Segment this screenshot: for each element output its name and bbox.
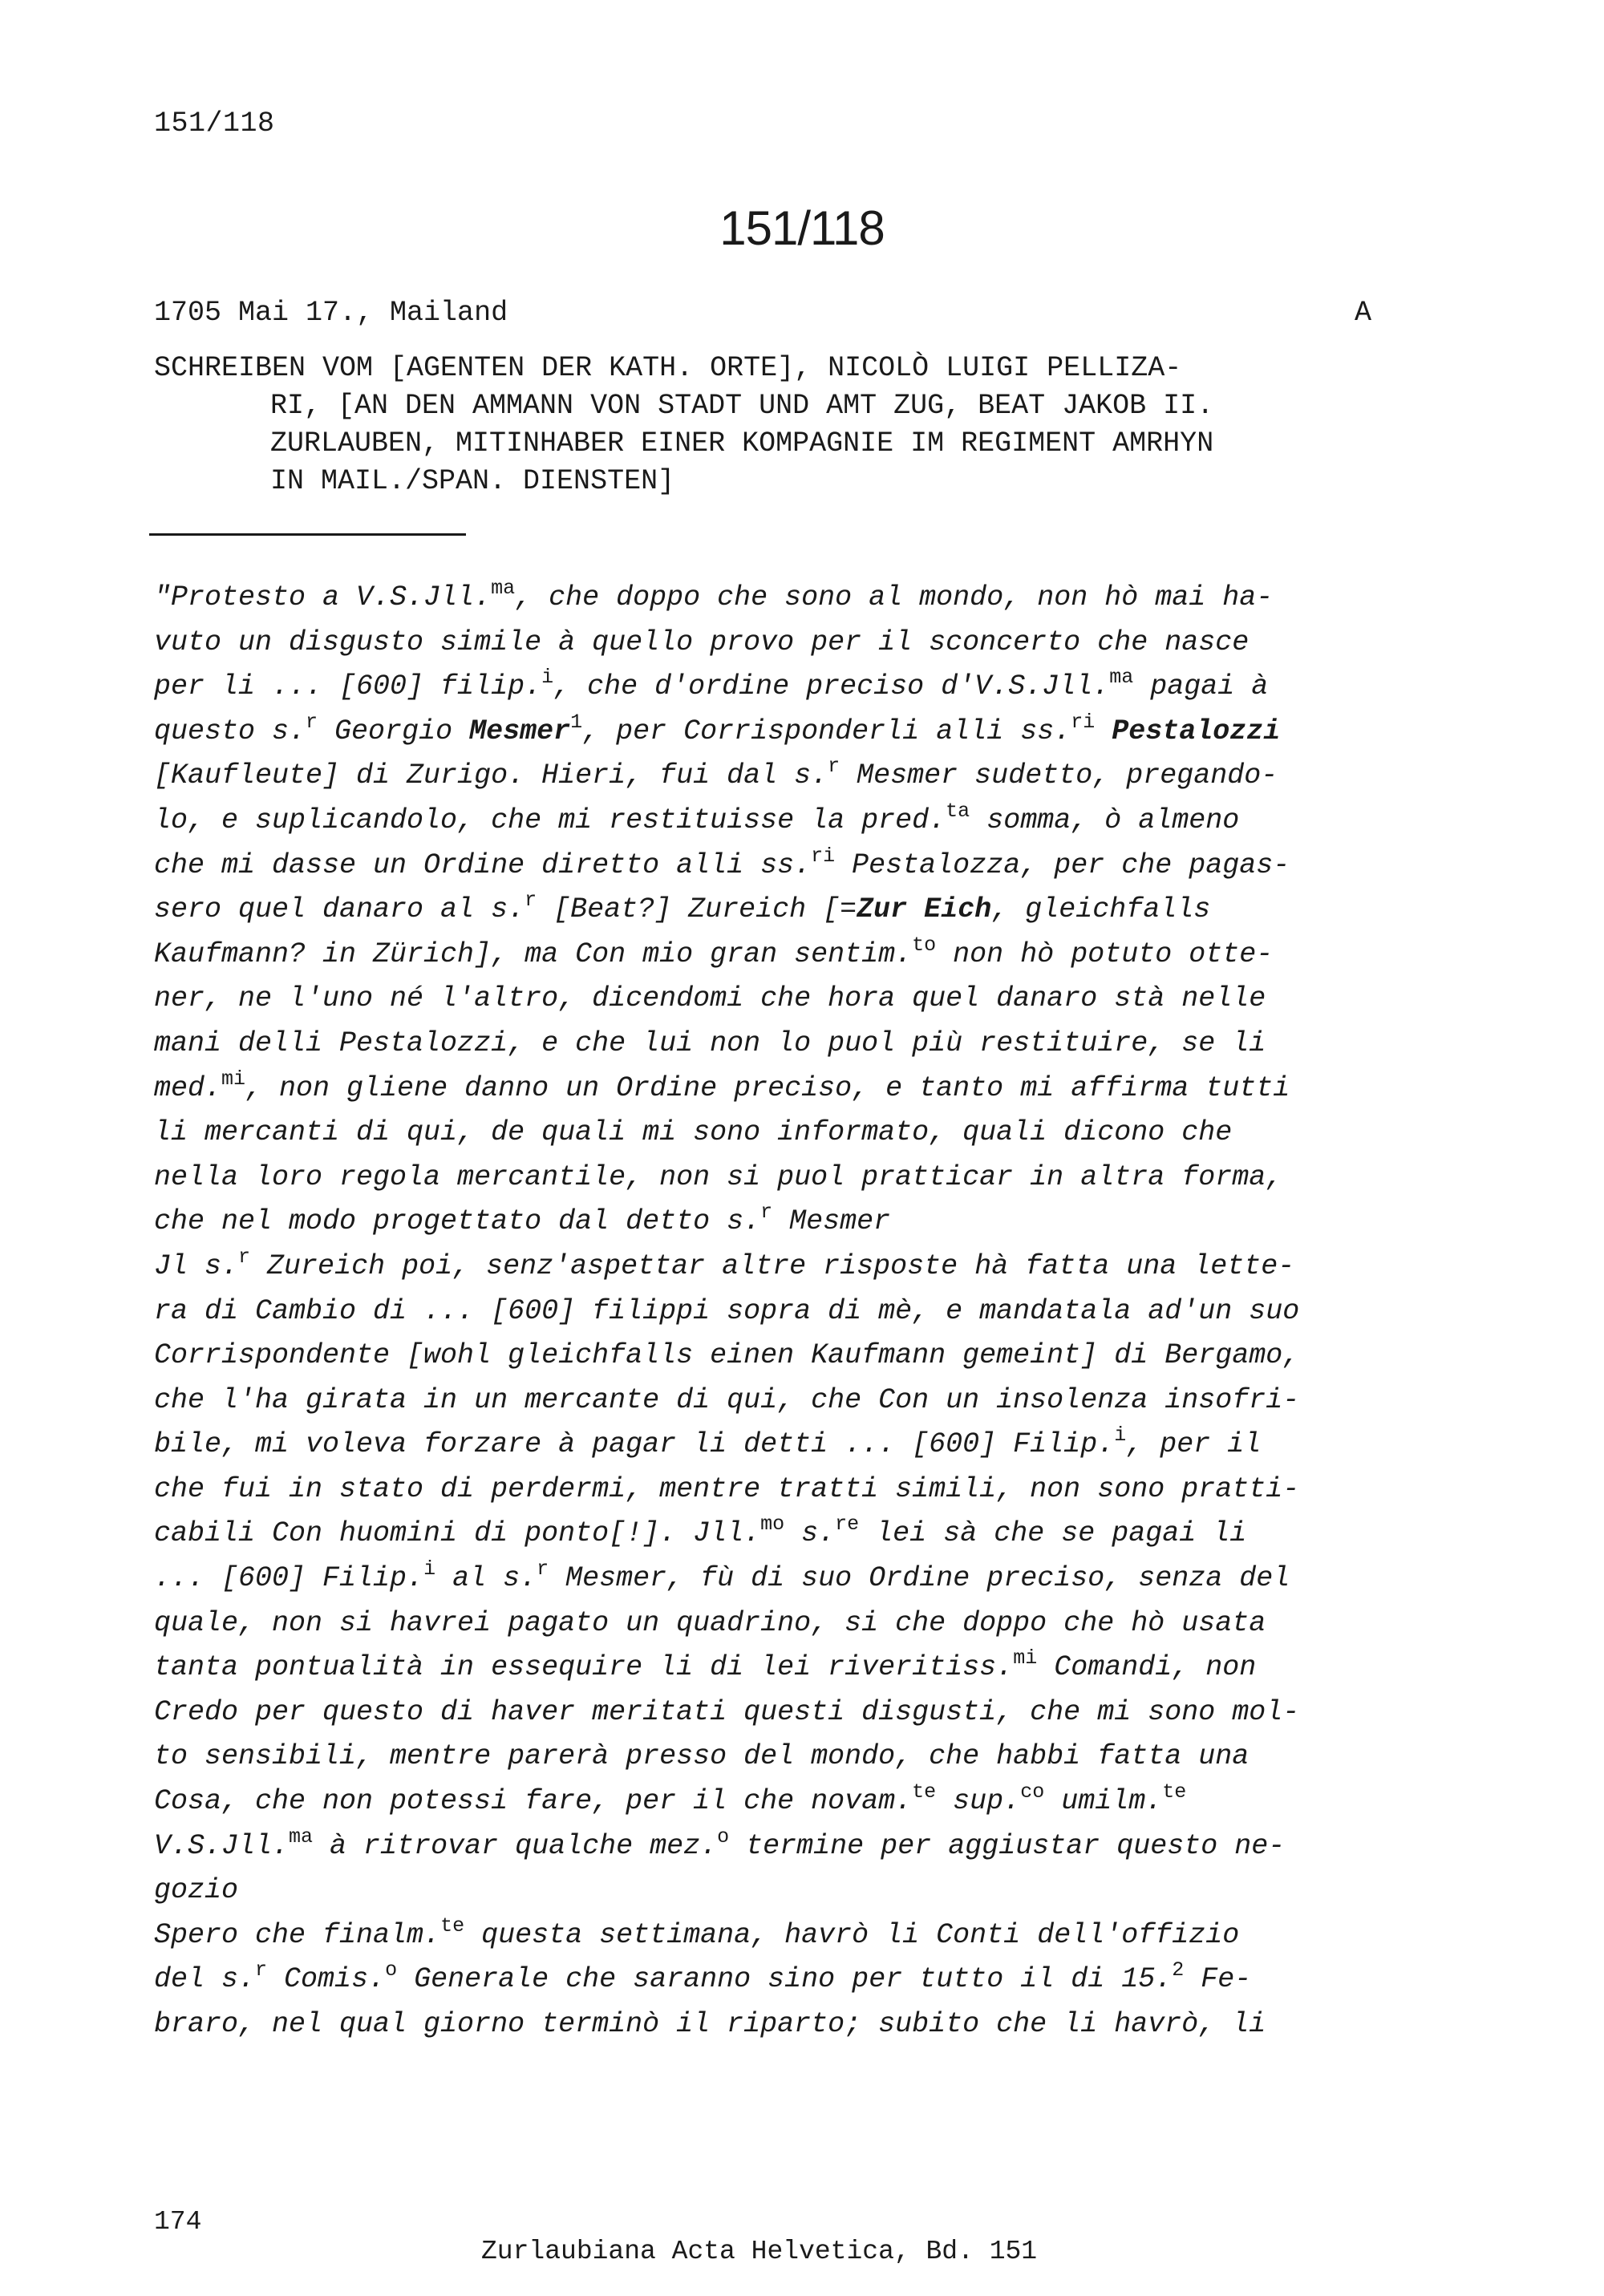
text-segment: del s.	[154, 1963, 256, 1996]
running-head: 151/118	[154, 107, 275, 140]
superscript: o	[717, 1824, 730, 1849]
text-segment: Fe-	[1184, 1963, 1252, 1996]
text-line	[154, 1691, 1405, 1735]
page-number: 174	[154, 2207, 202, 2237]
text-segment: termine per aggiustar questo ne-	[729, 1829, 1286, 1862]
text-line	[154, 1245, 1405, 1290]
text-segment: , per Corrisponderli alli ss.	[582, 715, 1071, 747]
superscript: r	[255, 1958, 268, 1982]
text-line	[154, 1468, 1405, 1512]
text-segment: che fui in stato di perdermi, mentre tratti simili, non sono pratti-	[154, 1472, 1300, 1505]
text-line	[154, 576, 1405, 621]
text-line	[154, 1557, 1405, 1602]
text-line	[154, 799, 1405, 844]
text-segment: per li ... [600] filip.	[154, 670, 542, 703]
text-line	[154, 665, 1405, 710]
text-segment: , non gliene danno un Ordine preciso, e tanto mi affirma tutti	[245, 1071, 1290, 1104]
superscript: ta	[946, 799, 970, 823]
separator-rule	[149, 533, 466, 536]
text-segment: tanta pontualità in essequire li di lei riveritiss.	[154, 1651, 1014, 1684]
text-segment: pagai à	[1133, 670, 1269, 703]
text-segment: nella loro regola mercantile, non si puol pratticar in altra forma,	[154, 1160, 1283, 1193]
text-segment: lei sà che se pagai li	[859, 1517, 1247, 1550]
text-line	[154, 1646, 1405, 1691]
text-line	[154, 2002, 1405, 2047]
date-place-line	[154, 297, 1371, 329]
superscript: r	[306, 710, 318, 734]
text-segment: Cosa, che non potessi fare, per il che novam.	[154, 1785, 913, 1818]
text-segment: umilm.	[1044, 1785, 1163, 1818]
text-segment: Mesmer, fù di suo Ordine preciso, senza del	[549, 1562, 1290, 1595]
text-segment: Comis.	[267, 1963, 386, 1996]
text-line	[154, 1423, 1405, 1468]
text-segment: li mercanti di qui, de quali mi sono informato, quali dicono che	[154, 1116, 1233, 1149]
text-segment	[1095, 715, 1112, 747]
superscript: r	[537, 1557, 549, 1581]
text-segment: Jl s.	[154, 1249, 239, 1282]
text-segment: , che d'ordine preciso d'V.S.Jll.	[553, 670, 1110, 703]
date-place: 1705 Mai 17., Mailand	[154, 297, 508, 329]
text-line	[154, 1869, 1405, 1913]
text-segment: vuto un disgusto simile à quello provo per il sconcerto che nasce	[154, 626, 1250, 658]
text-line	[154, 1735, 1405, 1780]
text-segment: Generale che saranno sino per tutto il di 15.	[397, 1963, 1173, 1996]
text-line	[154, 1156, 1405, 1201]
superscript: 1	[570, 710, 583, 734]
text-segment: che nel modo progettato dal detto s.	[154, 1205, 761, 1238]
page-footer	[154, 2177, 1277, 2296]
text-line	[154, 1780, 1405, 1824]
letter-transcription	[154, 576, 1405, 2047]
text-segment: Pestalozza, per che pagas-	[835, 848, 1290, 881]
text-segment: Zureich poi, senz'aspettar altre risposte hà fatta una lette-	[250, 1249, 1295, 1282]
bold-name: Pestalozzi	[1112, 715, 1281, 747]
superscript: i	[423, 1557, 436, 1581]
text-segment: Corrispondente [wohl gleichfalls einen Kaufmann gemeint] di Bergamo,	[154, 1339, 1300, 1372]
text-segment: Credo per questo di haver meritati questi disgusti, che mi sono mol-	[154, 1695, 1300, 1728]
superscript: ri	[1071, 710, 1096, 734]
text-segment: quale, non si havrei pagato un quadrino, si che doppo che hò usata	[154, 1606, 1266, 1639]
text-segment: V.S.Jll.	[154, 1829, 290, 1862]
bold-name: Mesmer	[469, 715, 571, 747]
text-line	[154, 1512, 1405, 1557]
superscript: to	[912, 933, 937, 957]
bold-name: Zur Eich	[857, 893, 992, 926]
text-segment: non hò potuto otte-	[936, 937, 1274, 970]
superscript: mo	[760, 1512, 785, 1537]
superscript: te	[912, 1780, 937, 1804]
superscript: r	[525, 889, 537, 913]
text-segment: questo s.	[154, 715, 306, 747]
superscript: i	[1114, 1423, 1127, 1448]
text-segment: Georgio	[318, 715, 470, 747]
superscript: te	[440, 1913, 465, 1938]
superscript: r	[238, 1245, 251, 1269]
text-segment: mani delli Pestalozzi, e che lui non lo puol più restituire, se li	[154, 1027, 1266, 1059]
superscript: mi	[221, 1067, 246, 1091]
text-segment: Kaufmann? in Zürich], ma Con mio gran sentim.	[154, 937, 913, 970]
text-segment: "Protesto a V.S.Jll.	[154, 581, 492, 613]
text-line	[154, 621, 1405, 666]
superscript: ri	[811, 844, 836, 868]
text-segment: cabili Con huomini di ponto[!]. Jll.	[154, 1517, 761, 1550]
text-segment: bile, mi voleva forzare à pagar li detti ... [600] Filip.	[154, 1428, 1115, 1461]
superscript: i	[541, 666, 554, 690]
superscript: r	[760, 1201, 773, 1225]
text-segment: somma, ò almeno	[970, 804, 1240, 836]
text-segment: s.	[784, 1517, 836, 1550]
superscript: ma	[1109, 666, 1134, 690]
text-line	[154, 1067, 1405, 1112]
text-line	[154, 1958, 1405, 2002]
text-segment: al s.	[435, 1562, 537, 1595]
text-segment: [Beat?] Zureich [=	[537, 893, 857, 926]
text-segment: à ritrovar qualche mez.	[313, 1829, 718, 1862]
text-segment: braro, nel qual giorno terminò il riparto; subito che li havrò, li	[154, 2008, 1266, 2040]
text-line	[154, 933, 1405, 978]
superscript: ma	[491, 577, 516, 600]
text-segment: che l'ha girata in un mercante di qui, che Con un insolenza insofri-	[154, 1383, 1300, 1416]
text-line	[154, 1913, 1405, 1958]
text-segment: Spero che finalm.	[154, 1918, 441, 1951]
text-segment: questa settimana, havrò li Conti dell'offizio	[464, 1918, 1240, 1951]
text-line	[154, 1602, 1405, 1646]
superscript: 2	[1172, 1958, 1185, 1982]
text-segment: ra di Cambio di ... [600] filippi sopra di mè, e mandatala ad'un suo	[154, 1294, 1300, 1327]
classification-letter: A	[1354, 297, 1371, 329]
heading-line: ZURLAUBEN, MITINHABER EINER KOMPAGNIE IM REGIMENT AMRHYN	[270, 427, 1214, 460]
text-segment: Comandi, non	[1037, 1651, 1257, 1684]
text-line	[154, 1290, 1405, 1334]
text-segment: , che doppo che sono al mondo, non hò mai ha-	[515, 581, 1274, 613]
text-segment: sero quel danaro al s.	[154, 893, 525, 926]
text-line	[154, 710, 1405, 755]
text-segment: gozio	[154, 1874, 239, 1907]
text-line	[154, 844, 1405, 889]
heading-line: RI, [AN DEN AMMANN VON STADT UND AMT ZUG, BEAT JAKOB II.	[270, 390, 1214, 422]
text-line	[154, 977, 1405, 1022]
text-segment: [Kaufleute] di Zurigo. Hieri, fui dal s.	[154, 759, 828, 792]
superscript: te	[1162, 1780, 1187, 1804]
text-line	[154, 754, 1405, 799]
text-segment: lo, e suplicandolo, che mi restituisse la pred.	[154, 804, 946, 836]
text-segment: ... [600] Filip.	[154, 1562, 424, 1595]
text-line	[154, 1200, 1405, 1245]
text-segment: med.	[154, 1071, 222, 1104]
text-segment: sup.	[936, 1785, 1021, 1818]
heading-line: IN MAIL./SPAN. DIENSTEN]	[270, 465, 675, 497]
document-heading	[154, 350, 1389, 500]
superscript: o	[385, 1958, 398, 1982]
superscript: re	[835, 1512, 860, 1537]
text-line	[154, 1111, 1405, 1156]
document-number-title: 151/118	[719, 201, 885, 255]
text-segment: che mi dasse un Ordine diretto alli ss.	[154, 848, 812, 881]
text-segment: ner, ne l'uno né l'altro, dicendomi che hora quel danaro stà nelle	[154, 982, 1266, 1015]
heading-line: SCHREIBEN VOM [AGENTEN DER KATH. ORTE], NICOLÒ LUIGI PELLIZA-	[154, 352, 1182, 384]
superscript: r	[828, 755, 840, 779]
text-segment: , gleichfalls	[991, 893, 1211, 926]
text-segment: Mesmer sudetto, pregando-	[840, 759, 1278, 792]
text-line	[154, 1379, 1405, 1423]
text-segment: , per il	[1126, 1428, 1262, 1461]
superscript: ma	[289, 1824, 314, 1849]
text-segment: to sensibili, mentre parerà presso del mondo, che habbi fatta una	[154, 1740, 1250, 1773]
series-title: Zurlaubiana Acta Helvetica, Bd. 151	[481, 2237, 1038, 2266]
text-line	[154, 888, 1405, 933]
superscript: mi	[1013, 1646, 1038, 1670]
superscript: co	[1020, 1780, 1045, 1804]
text-line	[154, 1824, 1405, 1869]
text-line	[154, 1022, 1405, 1067]
text-line	[154, 1334, 1405, 1379]
text-segment: Mesmer	[772, 1205, 891, 1238]
